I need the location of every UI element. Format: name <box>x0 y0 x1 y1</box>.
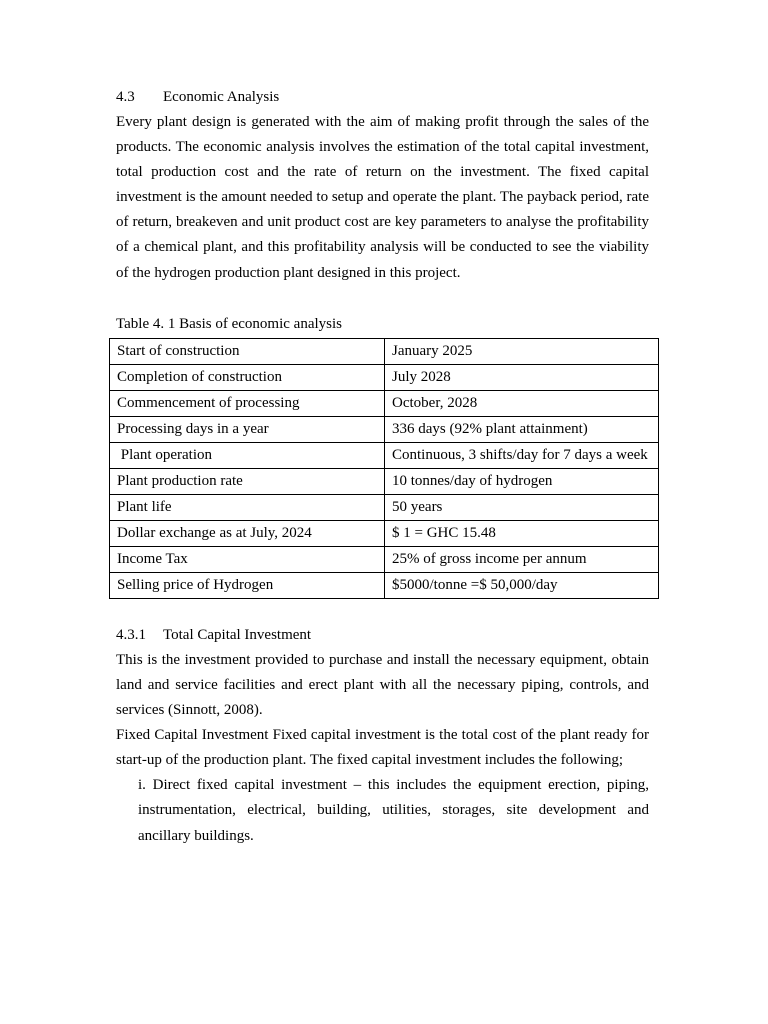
list-marker: i. <box>138 777 146 794</box>
row-label: Plant operation <box>110 442 385 468</box>
basis-table <box>109 338 659 599</box>
row-value: 50 years <box>385 494 659 520</box>
list-item-text: Direct fixed capital investment – this includes the equipment erection, piping, instrumentation, electrical, building, utilities, storages, site development and ancillary buildings. <box>138 777 649 844</box>
list-item <box>116 773 649 849</box>
document-page <box>116 86 649 849</box>
table-row <box>110 546 659 572</box>
row-value: 25% of gross income per annum <box>385 546 659 572</box>
subsection-heading <box>116 623 649 648</box>
table-row <box>110 416 659 442</box>
row-label: Processing days in a year <box>110 416 385 442</box>
table-row <box>110 442 659 468</box>
total-capital-paragraph: This is the investment provided to purchase and install the necessary equipment, obtain land and service facilities and erect plant with all the necessary piping, controls, and services (Sinnott, 2008). <box>116 651 649 718</box>
row-label: Start of construction <box>110 338 385 364</box>
table-row <box>110 364 659 390</box>
row-value: 336 days (92% plant attainment) <box>385 416 659 442</box>
row-label: Selling price of Hydrogen <box>110 572 385 598</box>
capital-list <box>116 773 649 849</box>
row-value: July 2028 <box>385 364 659 390</box>
table-row <box>110 338 659 364</box>
row-value: $ 1 = GHC 15.48 <box>385 520 659 546</box>
row-label: Plant production rate <box>110 468 385 494</box>
section-heading <box>116 86 649 108</box>
table-row <box>110 572 659 598</box>
row-label: Dollar exchange as at July, 2024 <box>110 520 385 546</box>
table-row <box>110 494 659 520</box>
row-label: Completion of construction <box>110 364 385 390</box>
subsection-number: 4.3.1 <box>116 626 146 643</box>
row-label: Commencement of processing <box>110 390 385 416</box>
row-label: Income Tax <box>110 546 385 572</box>
row-value: 10 tonnes/day of hydrogen <box>385 468 659 494</box>
economic-analysis-paragraph: Every plant design is generated with the aim of making profit through the sales of the products. The economic analysis involves the estimation of the total capital investment, total production cost and the rate of return on the investment. The fixed capital investment is the amount needed to setup and operate the plant. The payback period, rate of return, breakeven and unit product cost are key parameters to analyse the profitability of a chemical plant, and this profitability analysis will be conducted to see the viability of the hydrogen production plant designed in this project. <box>116 114 649 281</box>
subsection-title: Total Capital Investment <box>163 626 312 643</box>
table-row <box>110 468 659 494</box>
table-caption: Table 4. 1 Basis of economic analysis <box>116 315 342 332</box>
table-row <box>110 390 659 416</box>
section-number: 4.3 <box>116 89 135 105</box>
row-value: Continuous, 3 shifts/day for 7 days a week <box>385 442 659 468</box>
row-label: Plant life <box>110 494 385 520</box>
row-value: October, 2028 <box>385 390 659 416</box>
row-value: $5000/tonne =$ 50,000/day <box>385 572 659 598</box>
row-value: January 2025 <box>385 338 659 364</box>
table-row <box>110 520 659 546</box>
fixed-capital-paragraph: Fixed Capital Investment Fixed capital investment is the total cost of the plant ready for start-up of the production plant. The fixed capital investment includes the following; <box>116 726 649 769</box>
section-title: Economic Analysis <box>163 89 280 105</box>
